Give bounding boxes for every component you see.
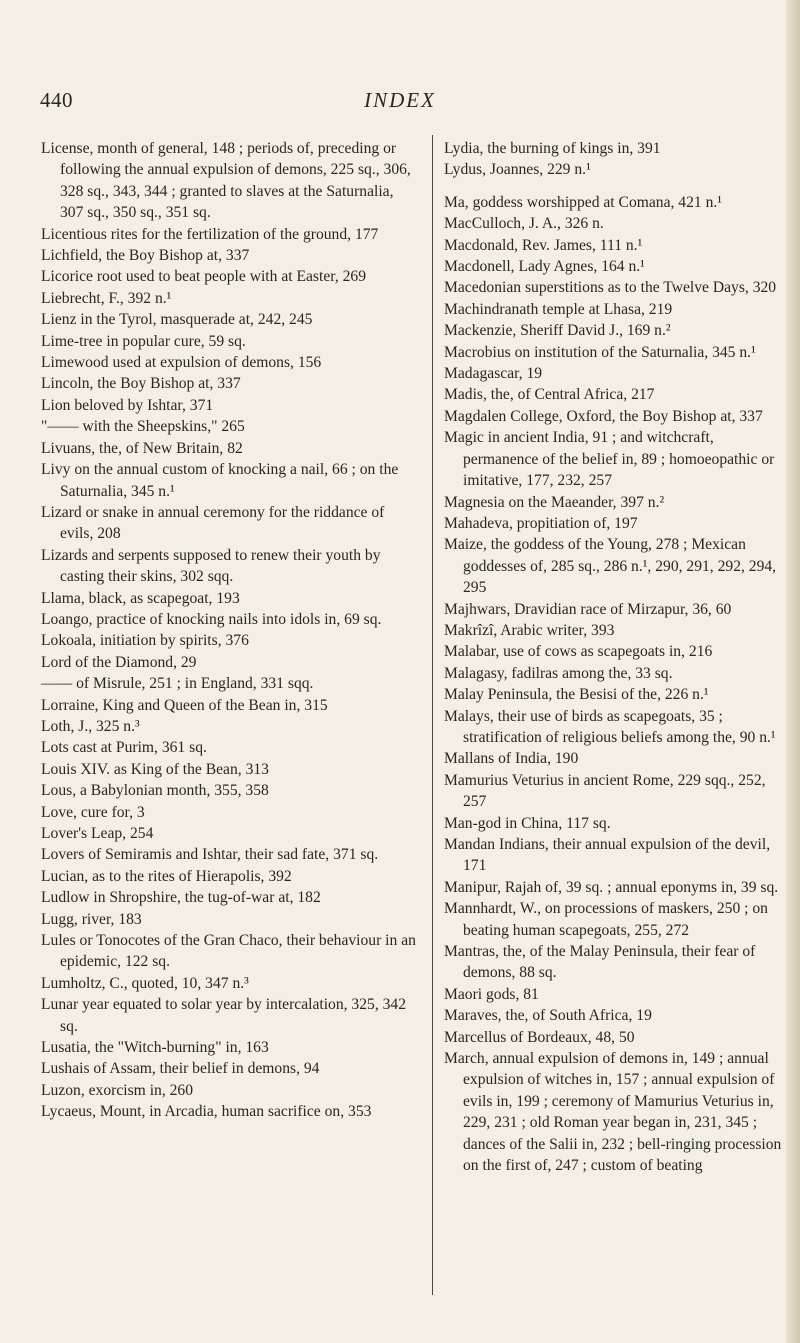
index-entry: Mannhardt, W., on processions of maskers, 250 ; on beating human scapegoats, 255, 272 (444, 900, 768, 939)
index-entry: Limewood used at expulsion of demons, 156 (41, 354, 322, 372)
index-entry: Licorice root used to beat people with at Easter, 269 (41, 268, 367, 286)
index-entry: Luzon, exorcism in, 260 (41, 1081, 194, 1099)
index-entry: Lumholtz, C., quoted, 10, 347 n.³ (41, 974, 249, 992)
index-entry: Lokoala, initiation by spirits, 376 (41, 632, 249, 650)
page-edge-shadow (786, 0, 800, 1343)
index-entry: Liebrecht, F., 392 n.¹ (41, 289, 172, 307)
index-entry: —— of Misrule, 251 ; in England, 331 sqq. (41, 675, 314, 693)
index-entry: Lorraine, King and Queen of the Bean in, 315 (41, 696, 328, 714)
index-entry: Lincoln, the Boy Bishop at, 337 (41, 375, 241, 393)
index-entry: Lunar year equated to solar year by intercalation, 325, 342 sq. (41, 996, 407, 1035)
index-entry: Mallans of India, 190 (444, 750, 579, 768)
index-entry: Manipur, Rajah of, 39 sq. ; annual eponyms in, 39 sq. (444, 878, 779, 896)
index-entry: Mahadeva, propitiation of, 197 (444, 514, 638, 532)
index-entry: Macedonian superstitions as to the Twelve Days, 320 (444, 279, 777, 297)
column-divider (432, 135, 433, 1295)
index-entry: Lucian, as to the rites of Hierapolis, 392 (41, 867, 292, 885)
index-entry: Magic in ancient India, 91 ; and witchcraft, permanence of the belief in, 89 ; homoeopathic or imitative, 177, 232, 257 (444, 429, 775, 490)
index-entry: Maori gods, 81 (444, 985, 539, 1003)
index-entry: Lord of the Diamond, 29 (41, 653, 197, 671)
index-entry: Lydia, the burning of kings in, 391 (444, 140, 661, 157)
index-entry: Marcellus of Bordeaux, 48, 50 (444, 1028, 635, 1046)
index-entry: Louis XIV. as King of the Bean, 313 (41, 760, 269, 778)
index-entry: Machindranath temple at Lhasa, 219 (444, 300, 673, 318)
index-entry: Mamurius Veturius in ancient Rome, 229 sqq., 252, 257 (444, 771, 766, 811)
index-entry: Malays, their use of birds as scapegoats, 35 ; stratification of religious beliefs among the, 90 n.¹ (444, 707, 776, 746)
index-entry: MacCulloch, J. A., 326 n. (444, 215, 604, 233)
index-entry: Majhwars, Dravidian race of Mirzapur, 36, 60 (444, 600, 732, 618)
index-entry: Mantras, the, of the Malay Peninsula, their fear of demons, 88 sq. (444, 943, 756, 982)
index-entry: Man-god in China, 117 sq. (444, 814, 611, 832)
index-entry: Lous, a Babylonian month, 355, 358 (41, 782, 269, 800)
index-entry: Madis, the, of Central Africa, 217 (444, 386, 655, 404)
index-entry: Lime-tree in popular cure, 59 sq. (41, 332, 246, 350)
index-entry: Macdonell, Lady Agnes, 164 n.¹ (444, 258, 645, 276)
index-entry: Livy on the annual custom of knocking a nail, 66 ; on the Saturnalia, 345 n.¹ (41, 461, 399, 500)
index-entry: Maraves, the, of South Africa, 19 (444, 1007, 652, 1025)
index-entry: Lusatia, the "Witch-burning" in, 163 (41, 1039, 269, 1057)
index-entry: Lules or Tonocotes of the Gran Chaco, their behaviour in an epidemic, 122 sq. (41, 932, 416, 971)
index-entry: Lizards and serpents supposed to renew their youth by casting their skins, 302 sqq. (41, 546, 381, 586)
index-entry: Magdalen College, Oxford, the Boy Bishop at, 337 (444, 407, 763, 425)
index-entry: Lycaeus, Mount, in Arcadia, human sacrifice on, 353 (41, 1103, 372, 1121)
index-entry: Macdonald, Rev. James, 111 n.¹ (444, 236, 643, 254)
index-entry: Malagasy, fadilras among the, 33 sq. (444, 664, 673, 682)
index-entry: Magnesia on the Maeander, 397 n.² (444, 493, 665, 511)
index-entry: Ludlow in Shropshire, the tug-of-war at, 182 (41, 889, 321, 907)
index-entry: Lushais of Assam, their belief in demons, 94 (41, 1060, 320, 1078)
index-entry: Madagascar, 19 (444, 365, 543, 383)
index-entry: Llama, black, as scapegoat, 193 (41, 589, 240, 607)
index-entry: Makrîzî, Arabic writer, 393 (444, 621, 615, 639)
index-entry: Lienz in the Tyrol, masquerade at, 242, 245 (41, 311, 313, 329)
index-entry: Lizard or snake in annual ceremony for the riddance of evils, 208 (41, 503, 385, 543)
index-entry: Lots cast at Purim, 361 sq. (41, 739, 207, 757)
index-entry: Lovers of Semiramis and Ishtar, their sad fate, 371 sq. (41, 846, 379, 864)
index-entry: Malabar, use of cows as scapegoats in, 216 (444, 643, 713, 661)
index-entry: Macrobius on institution of the Saturnalia, 345 n.¹ (444, 343, 756, 361)
index-entry: Lugg, river, 183 (41, 910, 142, 928)
index-entry: March, annual expulsion of demons in, 149 ; annual expulsion of witches in, 157 ; annual expulsion of evils in, 199 ; ceremony of Mamurius Veturius in, 229, 231 ; old Roman year began in, 231, 345 ; dances of the Salii in, 232 ; bell-ringing procession on the first of, 247 ; custom of beating (444, 1050, 782, 1175)
index-entry: Mackenzie, Sheriff David J., 169 n.² (444, 322, 671, 340)
index-entry: Ma, goddess worshipped at Comana, 421 n.¹ (444, 193, 722, 211)
index-entry: Loango, practice of knocking nails into idols in, 69 sq. (41, 610, 382, 628)
index-entry: Lichfield, the Boy Bishop at, 337 (41, 247, 250, 265)
page-header (0, 88, 800, 118)
index-entry: Maize, the goddess of the Young, 278 ; Mexican goddesses of, 285 sq., 286 n.¹, 290, 291, 292, 294, 295 (444, 536, 777, 597)
index-entry: Mandan Indians, their annual expulsion of the devil, 171 (444, 836, 771, 875)
index-entry: Malay Peninsula, the Besisi of the, 226 n.¹ (444, 686, 709, 704)
index-entry: Loth, J., 325 n.³ (41, 717, 140, 735)
index-entry: Love, cure for, 3 (41, 803, 145, 821)
index-column-left (41, 138, 416, 1123)
index-entry: Livuans, the, of New Britain, 82 (41, 439, 243, 457)
index-entry: License, month of general, 148 ; periods of, preceding or following the annual expulsion of demons, 225 sq., 306, 328 sq., 343, 344 ; granted to slaves at the Saturnalia, 307 sq., 350 sq., 351 sq. (41, 140, 411, 222)
index-entry: Lydus, Joannes, 229 n.¹ (444, 161, 591, 179)
running-title: INDEX (364, 88, 436, 112)
index-column-right (444, 138, 782, 1177)
index-entry: Lover's Leap, 254 (41, 825, 154, 842)
index-entry: Lion beloved by Ishtar, 371 (41, 396, 214, 414)
page-number: 440 (40, 88, 73, 112)
index-entry: "—— with the Sheepskins," 265 (41, 418, 245, 436)
index-entry: Licentious rites for the fertilization of the ground, 177 (41, 225, 379, 243)
